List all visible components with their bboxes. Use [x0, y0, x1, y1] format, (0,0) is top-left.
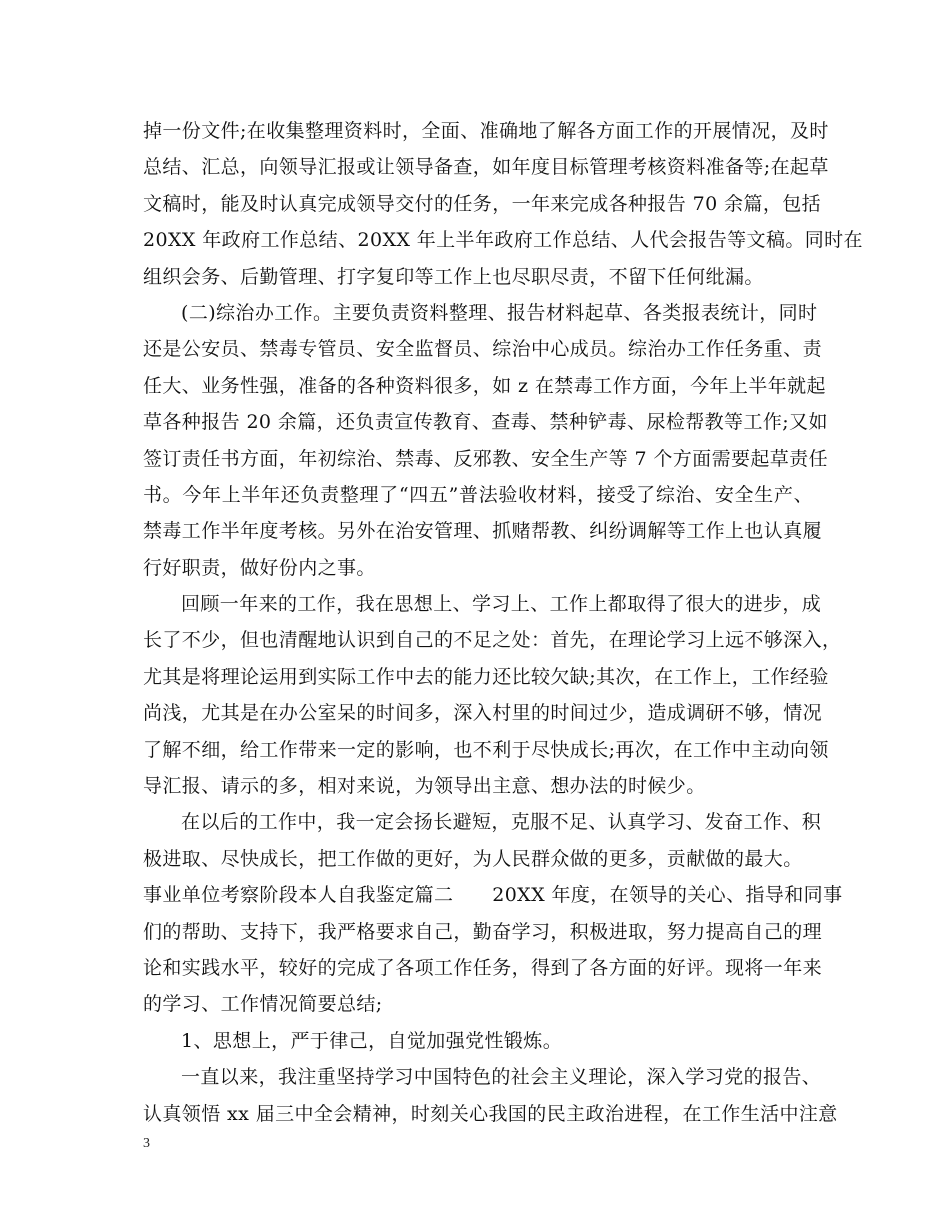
paragraph-start-line: 在以后的工作中，我一定会扬长避短，克服不足、认真学习、发奋工作、积 — [181, 811, 822, 834]
paragraph-start-line: (二)综治办工作。主要负责资料整理、报告材料起草、各类报表统计，同时 — [181, 301, 818, 324]
document-body — [143, 113, 863, 1132]
text-line: 认真领悟 xx 届三中全会精神，时刻关心我国的民主政治进程，在工作生活中注意 — [143, 1102, 838, 1125]
text-line: 长了不少，但也清醒地认识到自己的不足之处：首先，在理论学习上远不够深入， — [143, 629, 842, 652]
paragraph-start-line: 一直以来，我注重坚持学习中国特色的社会主义理论，深入学习党的报告、 — [181, 1066, 822, 1089]
text-line: 草各种报告 20 余篇，还负责宣传教育、查毒、禁种铲毒、尿检帮教等工作;又如 — [143, 411, 828, 434]
text-line: 签订责任书方面，年初综治、禁毒、反邪教、安全生产等 7 个方面需要起草责任 — [143, 447, 828, 470]
page-number: 3 — [143, 1136, 150, 1151]
text-line: 还是公安员、禁毒专管员、安全监督员、综治中心成员。综治办工作任务重、责 — [143, 338, 823, 361]
text-line: 书。今年上半年还负责整理了“四五”普法验收材料，接受了综治、安全生产、 — [143, 483, 813, 506]
section-heading-line: 事业单位考察阶段本人自我鉴定篇二 20XX 年度，在领导的关心、指导和同事 — [143, 884, 843, 907]
text-line: 们的帮助、支持下，我严格要求自己，勤奋学习，积极进取，努力提高自己的理 — [143, 920, 823, 943]
text-line: 总结、汇总，向领导汇报或让领导备查，如年度目标管理考核资料准备等;在起草 — [143, 156, 829, 179]
text-line: 任大、业务性强，准备的各种资料很多，如 z 在禁毒工作方面，今年上半年就起 — [143, 374, 826, 397]
text-line: 行好职责，做好份内之事。 — [143, 556, 376, 579]
subheading-line: 1、思想上，严于律己，自觉加强党性锻炼。 — [181, 1029, 563, 1052]
text-line: 了解不细，给工作带来一定的影响，也不利于尽快成长;再次，在工作中主动向领 — [143, 738, 829, 761]
text-line: 极进取、尽快成长，把工作做的更好，为人民群众做的更多，贡献做的最大。 — [143, 847, 803, 870]
text-line: 20XX 年政府工作总结、20XX 年上半年政府工作总结、人代会报告等文稿。同时在 — [143, 229, 863, 252]
text-line: 掉一份文件;在收集整理资料时，全面、准确地了解各方面工作的开展情况，及时 — [143, 120, 829, 142]
text-line: 组织会务、后勤管理、打字复印等工作上也尽职尽责，不留下任何纰漏。 — [143, 265, 764, 288]
text-line: 禁毒工作半年度考核。另外在治安管理、抓赌帮教、纠纷调解等工作上也认真履 — [143, 520, 823, 543]
text-line: 导汇报、请示的多，相对来说，为领导出主意、想办法的时候少。 — [143, 775, 706, 798]
text-line: 论和实践水平，较好的完成了各项工作任务，得到了各方面的好评。现将一年来 — [143, 956, 823, 979]
paragraph-start-line: 回顾一年来的工作，我在思想上、学习上、工作上都取得了很大的进步，成 — [181, 593, 822, 616]
text-line: 文稿时，能及时认真完成领导交付的任务，一年来完成各种报告 70 余篇，包括 — [143, 192, 822, 215]
text-line: 尚浅，尤其是在办公室呆的时间多，深入村里的时间过少，造成调研不够，情况 — [143, 702, 823, 725]
text-line: 的学习、工作情况简要总结; — [143, 993, 383, 1016]
text-line: 尤其是将理论运用到实际工作中去的能力还比较欠缺;其次，在工作上，工作经验 — [143, 665, 829, 688]
